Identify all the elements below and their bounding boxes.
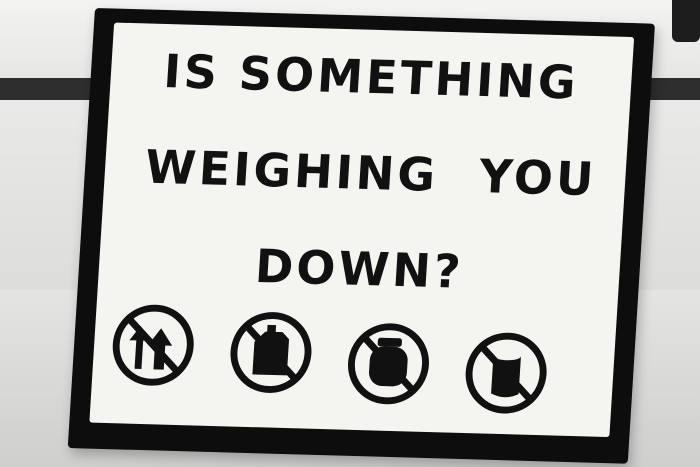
no-barrel-icon	[460, 329, 551, 417]
sign-line-3: DOWN?	[253, 238, 466, 299]
no-gas-cylinder-icon	[343, 320, 434, 408]
background-object	[672, 0, 700, 42]
sign-frame	[68, 8, 655, 464]
no-jerrycan-icon	[225, 308, 316, 396]
sign-board	[89, 23, 634, 438]
no-arrows-icon	[108, 301, 199, 389]
sign-line-1: IS SOMETHING	[162, 44, 581, 110]
sign-line-2: WEIGHING YOU	[143, 139, 598, 207]
